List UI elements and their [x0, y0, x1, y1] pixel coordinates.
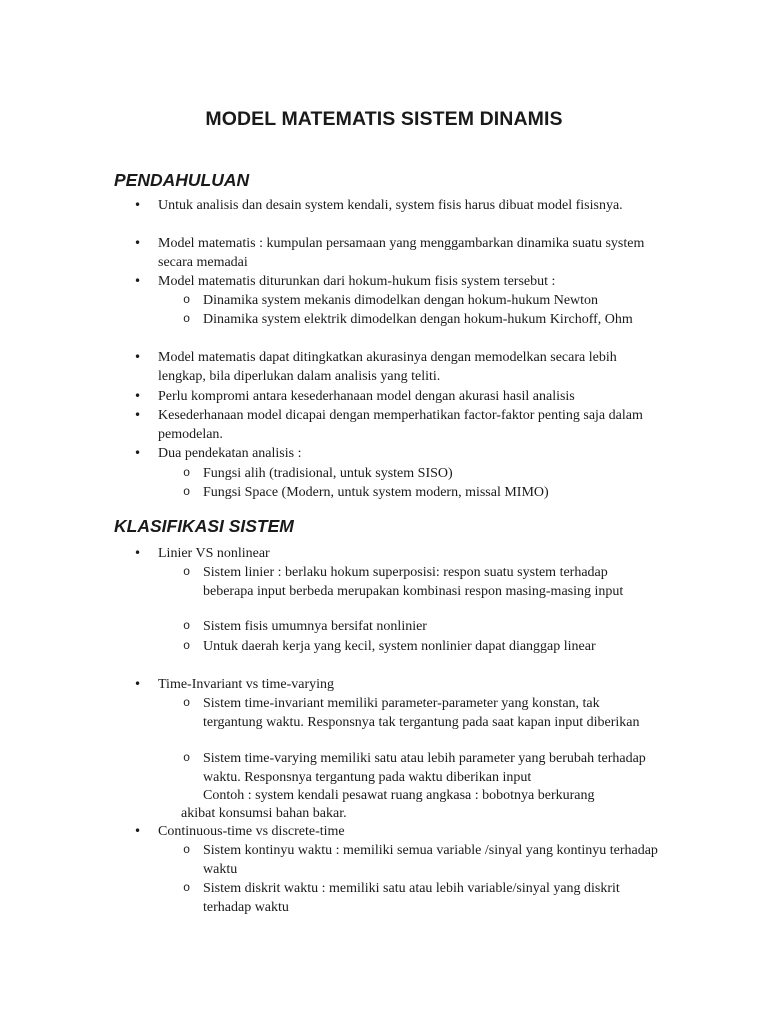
bullet-item: • Model matematis diturunkan dari hokum-hukum fisis system tersebut : — [158, 272, 658, 291]
sub-bullet-item: o Sistem fisis umumnya bersifat nonlinier — [203, 617, 658, 636]
sub-bullet-item: o Untuk daerah kerja yang kecil, system nonlinier dapat dianggap linear — [203, 637, 658, 656]
bullet-item: • Perlu kompromi antara kesederhanaan model dengan akurasi hasil analisis — [158, 387, 658, 406]
bullet-item: • Model matematis dapat ditingkatkan akurasinya dengan memodelkan secara lebih lengkap, bila diperlukan dalam analisis yang teliti. — [158, 348, 658, 386]
sub-bullet-item: o Sistem diskrit waktu : memiliki satu atau lebih variable/sinyal yang diskrit terhadap waktu — [203, 879, 658, 917]
sub-bullet-item: o Sistem linier : berlaku hokum superposisi: respon suatu system terhadap beberapa input berbeda merupakan kombinasi respon masing-masing input — [203, 563, 658, 601]
sub-bullet-item: o Fungsi alih (tradisional, untuk system SISO) — [203, 464, 658, 483]
bullet-item: • Untuk analisis dan desain system kendali, system fisis harus dibuat model fisisnya. — [158, 196, 658, 215]
bullet-item: • Continuous-time vs discrete-time — [158, 822, 658, 841]
sub-bullet-item: o Sistem time-varying memiliki satu atau lebih parameter yang berubah terhadap waktu. Responsnya tergantung pada waktu diberikan input — [203, 749, 658, 787]
sub-bullet-item: o Dinamika system elektrik dimodelkan dengan hokum-hukum Kirchoff, Ohm — [203, 310, 643, 329]
bullet-item: • Dua pendekatan analisis : — [158, 444, 658, 463]
bullet-item: • Linier VS nonlinear — [158, 544, 658, 563]
section-heading-pendahuluan: PENDAHULUAN — [114, 170, 250, 190]
sub-bullet-item: o Fungsi Space (Modern, untuk system modern, missal MIMO) — [203, 483, 658, 502]
example-text: Contoh : system kendali pesawat ruang angkasa : bobotnya berkurang — [203, 788, 595, 803]
bullet-item: • Kesederhanaan model dicapai dengan memperhatikan factor-faktor penting saja dalam pemodelan. — [158, 406, 658, 444]
bullet-item: • Model matematis : kumpulan persamaan yang menggambarkan dinamika suatu system secara memadai — [158, 234, 658, 272]
sub-bullet-item: o Sistem time-invariant memiliki parameter-parameter yang konstan, tak tergantung waktu. Responsnya tak tergantung pada saat kapan input diberikan — [203, 694, 658, 732]
example-text-continuation: akibat konsumsi bahan bakar. — [181, 806, 347, 821]
document-title: MODEL MATEMATIS SISTEM DINAMIS — [205, 108, 563, 130]
sub-bullet-item: o Sistem kontinyu waktu : memiliki semua variable /sinyal yang kontinyu terhadap waktu — [203, 841, 658, 879]
sub-bullet-item: o Dinamika system mekanis dimodelkan dengan hokum-hukum Newton — [203, 291, 658, 310]
section-heading-klasifikasi: KLASIFIKASI SISTEM — [114, 516, 294, 536]
bullet-item: • Time-Invariant vs time-varying — [158, 675, 658, 694]
